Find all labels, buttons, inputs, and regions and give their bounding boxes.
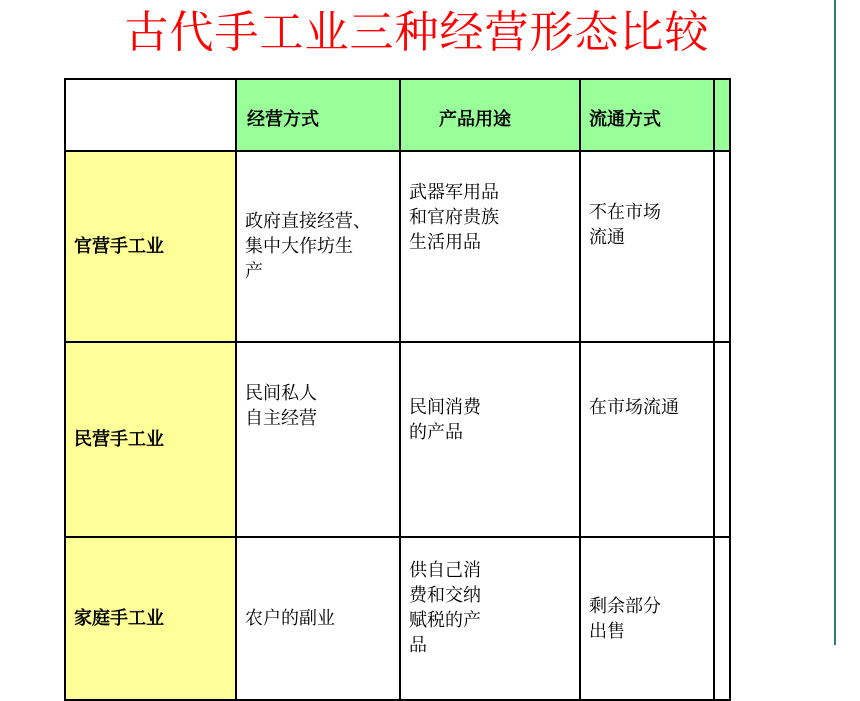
header-extra-cell	[714, 79, 730, 151]
table-row	[65, 151, 730, 342]
header-product-use: 产品用途	[400, 79, 580, 151]
extra-cell	[714, 151, 730, 342]
cell-private-mode	[236, 342, 400, 537]
cell-line: 不在市场	[589, 202, 661, 223]
cell-line: 民间消费	[409, 397, 481, 418]
cell-line: 在市场流通	[589, 397, 679, 418]
cell-private-use	[400, 342, 580, 537]
cell-household-use	[400, 537, 580, 700]
cell-household-mode	[236, 537, 400, 700]
cell-line: 民间私人	[245, 383, 317, 404]
cell-line: 农户的副业	[245, 608, 335, 629]
cell-line: 费和交纳	[409, 585, 481, 606]
cell-line: 产	[245, 261, 263, 282]
row-label-official: 官营手工业	[65, 151, 236, 342]
cell-line: 集中大作坊生	[245, 236, 353, 257]
cell-line: 自主经营	[245, 408, 317, 429]
table-corner-cell	[65, 79, 236, 151]
cell-line: 赋税的产	[409, 610, 481, 631]
cell-official-circulation	[580, 151, 714, 342]
cell-line: 流通	[589, 227, 625, 248]
row-label-household: 家庭手工业	[65, 537, 236, 700]
cell-household-circulation	[580, 537, 714, 700]
cell-line: 出售	[589, 620, 625, 642]
table-row	[65, 342, 730, 537]
cell-line: 品	[409, 635, 427, 656]
page-title: 古代手工业三种经营形态比较	[124, 7, 710, 58]
comparison-table	[64, 78, 731, 701]
header-business-mode: 经营方式	[236, 79, 400, 151]
cell-line: 的产品	[409, 422, 463, 443]
row-label-private: 民营手工业	[65, 342, 236, 537]
cell-line: 政府直接经营、	[245, 211, 371, 232]
table-row	[65, 537, 730, 700]
cell-official-use	[400, 151, 580, 342]
cell-line: 和官府贵族	[409, 207, 499, 228]
header-circulation: 流通方式	[580, 79, 714, 151]
cell-line: 生活用品	[409, 232, 481, 253]
right-edge-rule	[834, 0, 836, 645]
table-header-row	[65, 79, 730, 151]
cell-official-mode	[236, 151, 400, 342]
cell-private-circulation	[580, 342, 714, 537]
cell-line: 武器军用品	[409, 182, 499, 203]
extra-cell	[714, 342, 730, 537]
extra-cell	[714, 537, 730, 700]
cell-line: 剩余部分	[589, 595, 661, 617]
cell-line: 供自己消	[409, 560, 481, 581]
